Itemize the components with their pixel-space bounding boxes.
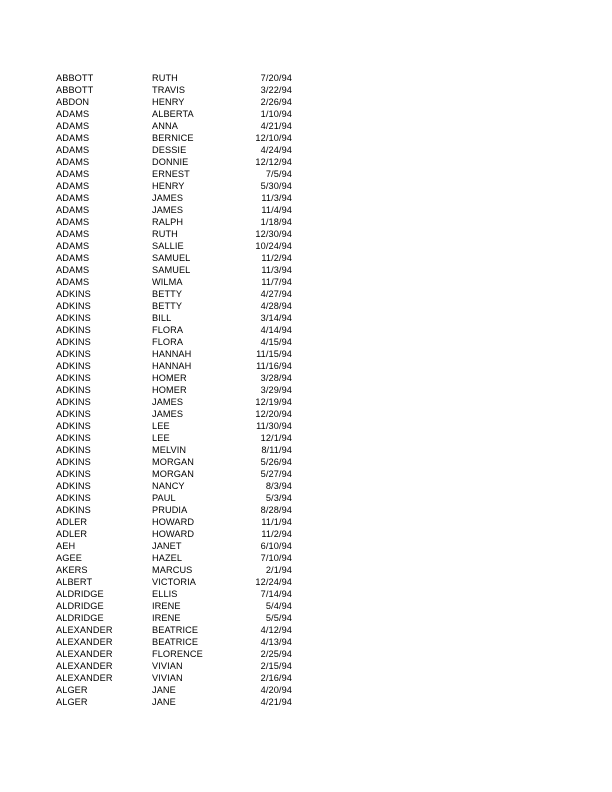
date-cell: 3/29/94 — [260, 385, 292, 395]
table-row — [56, 264, 292, 276]
date-cell: 5/3/94 — [265, 493, 292, 503]
date-cell: 4/15/94 — [260, 337, 292, 347]
date-cell: 4/20/94 — [260, 685, 292, 695]
first-name-cell: JAMES — [152, 205, 184, 215]
first-name-cell: DESSIE — [152, 145, 187, 155]
first-name-cell: BETTY — [152, 289, 183, 299]
table-row — [56, 588, 292, 600]
last-name-cell: ALEXANDER — [56, 625, 113, 635]
table-row — [56, 444, 292, 456]
table-row — [56, 492, 292, 504]
date-cell: 11/3/94 — [261, 265, 292, 275]
table-row — [56, 348, 292, 360]
last-name-cell: ALDRIDGE — [56, 613, 104, 623]
date-cell: 12/20/94 — [255, 409, 292, 419]
table-row — [56, 228, 292, 240]
date-cell: 5/5/94 — [265, 613, 292, 623]
first-name-cell: SALLIE — [152, 241, 184, 251]
date-cell: 5/30/94 — [260, 181, 292, 191]
table-row — [56, 156, 292, 168]
first-name-cell: HANNAH — [152, 349, 192, 359]
date-cell: 8/11/94 — [261, 445, 292, 455]
table-row — [56, 216, 292, 228]
first-name-cell: HOWARD — [152, 517, 195, 527]
last-name-cell: AGEE — [56, 553, 82, 563]
date-cell: 2/15/94 — [260, 661, 292, 671]
last-name-cell: ADAMS — [56, 265, 90, 275]
last-name-cell: ADKINS — [56, 409, 91, 419]
first-name-cell: MORGAN — [152, 469, 194, 479]
date-cell: 11/2/94 — [261, 529, 292, 539]
table-row — [56, 696, 292, 708]
first-name-cell: ERNEST — [152, 169, 190, 179]
first-name-cell: RUTH — [152, 229, 178, 239]
table-row — [56, 636, 292, 648]
first-name-cell: HENRY — [152, 97, 185, 107]
date-cell: 11/30/94 — [256, 421, 292, 431]
last-name-cell: ADKINS — [56, 397, 91, 407]
first-name-cell: VIVIAN — [152, 673, 183, 683]
first-name-cell: BILL — [152, 313, 172, 323]
last-name-cell: ADKINS — [56, 361, 91, 371]
first-name-cell: ELLIS — [152, 589, 178, 599]
date-cell: 4/28/94 — [260, 301, 292, 311]
first-name-cell: LEE — [152, 421, 170, 431]
last-name-cell: ADKINS — [56, 445, 91, 455]
last-name-cell: ADAMS — [56, 133, 90, 143]
date-cell: 10/24/94 — [255, 241, 292, 251]
last-name-cell: ADKINS — [56, 349, 91, 359]
first-name-cell: HOWARD — [152, 529, 195, 539]
table-row — [56, 252, 292, 264]
last-name-cell: ALBERT — [56, 577, 93, 587]
last-name-cell: ADAMS — [56, 157, 90, 167]
table-row — [56, 384, 292, 396]
table-row — [56, 624, 292, 636]
date-cell: 4/27/94 — [260, 289, 292, 299]
date-cell: 12/10/94 — [255, 133, 292, 143]
date-cell: 3/28/94 — [260, 373, 292, 383]
date-cell: 5/4/94 — [265, 601, 292, 611]
date-cell: 2/26/94 — [260, 97, 292, 107]
table-row — [56, 672, 292, 684]
date-cell: 11/1/94 — [261, 517, 292, 527]
last-name-cell: AEH — [56, 541, 76, 551]
table-row — [56, 396, 292, 408]
last-name-cell: ADLER — [56, 529, 88, 539]
first-name-cell: PAUL — [152, 493, 176, 503]
first-name-cell: ALBERTA — [152, 109, 194, 119]
table-row — [56, 408, 292, 420]
last-name-cell: ALEXANDER — [56, 637, 113, 647]
table-row — [56, 432, 292, 444]
first-name-cell: FLORENCE — [152, 649, 203, 659]
last-name-cell: ABDON — [56, 97, 90, 107]
date-cell: 4/14/94 — [260, 325, 292, 335]
table-row — [56, 600, 292, 612]
date-cell: 5/26/94 — [260, 457, 292, 467]
table-row — [56, 120, 292, 132]
date-cell: 11/7/94 — [261, 277, 292, 287]
table-row — [56, 372, 292, 384]
date-cell: 6/10/94 — [260, 541, 292, 551]
last-name-cell: ADKINS — [56, 421, 91, 431]
date-cell: 12/24/94 — [255, 577, 292, 587]
date-cell: 8/3/94 — [265, 481, 292, 491]
first-name-cell: ANNA — [152, 121, 178, 131]
date-cell: 7/20/94 — [260, 73, 292, 83]
last-name-cell: ADAMS — [56, 253, 90, 263]
first-name-cell: MARCUS — [152, 565, 193, 575]
date-cell: 7/14/94 — [260, 589, 292, 599]
table-row — [56, 96, 292, 108]
last-name-cell: ADKINS — [56, 505, 91, 515]
table-row — [56, 276, 292, 288]
first-name-cell: VICTORIA — [152, 577, 197, 587]
date-cell: 11/16/94 — [256, 361, 292, 371]
first-name-cell: JAMES — [152, 193, 184, 203]
first-name-cell: IRENE — [152, 613, 181, 623]
last-name-cell: ADKINS — [56, 337, 91, 347]
first-name-cell: HOMER — [152, 385, 187, 395]
first-name-cell: HANNAH — [152, 361, 192, 371]
date-cell: 4/21/94 — [260, 121, 292, 131]
last-name-cell: ADKINS — [56, 433, 91, 443]
first-name-cell: DONNIE — [152, 157, 189, 167]
table-row — [56, 684, 292, 696]
last-name-cell: ADAMS — [56, 145, 90, 155]
last-name-cell: ADAMS — [56, 277, 90, 287]
last-name-cell: ADKINS — [56, 481, 91, 491]
date-cell: 7/10/94 — [260, 553, 292, 563]
date-cell: 1/10/94 — [260, 109, 292, 119]
first-name-cell: BEATRICE — [152, 637, 199, 647]
last-name-cell: ALEXANDER — [56, 661, 113, 671]
last-name-cell: ADKINS — [56, 289, 91, 299]
date-cell: 2/25/94 — [260, 649, 292, 659]
table-row — [56, 660, 292, 672]
table-row — [56, 504, 292, 516]
table-row — [56, 144, 292, 156]
table-row — [56, 360, 292, 372]
table-row — [56, 312, 292, 324]
table-row — [56, 576, 292, 588]
first-name-cell: RUTH — [152, 73, 178, 83]
table-row — [56, 288, 292, 300]
last-name-cell: ADLER — [56, 517, 88, 527]
date-cell: 1/18/94 — [260, 217, 292, 227]
first-name-cell: FLORA — [152, 337, 184, 347]
date-cell: 4/21/94 — [260, 697, 292, 707]
table-row — [56, 108, 292, 120]
last-name-cell: ALEXANDER — [56, 649, 113, 659]
last-name-cell: ADKINS — [56, 457, 91, 467]
table-row — [56, 456, 292, 468]
date-cell: 12/1/94 — [260, 433, 292, 443]
first-name-cell: FLORA — [152, 325, 184, 335]
table-row — [56, 132, 292, 144]
date-cell: 2/1/94 — [265, 565, 292, 575]
last-name-cell: ALEXANDER — [56, 673, 113, 683]
date-cell: 4/12/94 — [260, 625, 292, 635]
first-name-cell: RALPH — [152, 217, 184, 227]
last-name-cell: ADAMS — [56, 121, 90, 131]
last-name-cell: ALDRIDGE — [56, 589, 104, 599]
table-row — [56, 540, 292, 552]
last-name-cell: ADAMS — [56, 241, 90, 251]
first-name-cell: SAMUEL — [152, 253, 191, 263]
last-name-cell: ADKINS — [56, 325, 91, 335]
first-name-cell: JANE — [152, 685, 176, 695]
table-row — [56, 192, 292, 204]
last-name-cell: ALGER — [56, 685, 88, 695]
last-name-cell: ABBOTT — [56, 73, 94, 83]
first-name-cell: SAMUEL — [152, 265, 191, 275]
date-cell: 12/19/94 — [255, 397, 292, 407]
last-name-cell: ADKINS — [56, 373, 91, 383]
date-cell: 4/24/94 — [260, 145, 292, 155]
last-name-cell: ALDRIDGE — [56, 601, 104, 611]
first-name-cell: LEE — [152, 433, 170, 443]
table-row — [56, 336, 292, 348]
last-name-cell: ADKINS — [56, 301, 91, 311]
table-row — [56, 552, 292, 564]
date-cell: 11/3/94 — [261, 193, 292, 203]
last-name-cell: ADAMS — [56, 193, 90, 203]
last-name-cell: ADAMS — [56, 169, 90, 179]
first-name-cell: NANCY — [152, 481, 185, 491]
last-name-cell: ADAMS — [56, 217, 90, 227]
first-name-cell: HOMER — [152, 373, 187, 383]
table-row — [56, 480, 292, 492]
table-row — [56, 300, 292, 312]
first-name-cell: HAZEL — [152, 553, 183, 563]
last-name-cell: ADAMS — [56, 181, 90, 191]
first-name-cell: BEATRICE — [152, 625, 199, 635]
first-name-cell: VIVIAN — [152, 661, 183, 671]
table-row — [56, 180, 292, 192]
first-name-cell: BERNICE — [152, 133, 194, 143]
first-name-cell: MORGAN — [152, 457, 194, 467]
date-cell: 4/13/94 — [260, 637, 292, 647]
first-name-cell: HENRY — [152, 181, 185, 191]
first-name-cell: JAMES — [152, 397, 184, 407]
first-name-cell: JANE — [152, 697, 176, 707]
table-row — [56, 420, 292, 432]
table-row — [56, 240, 292, 252]
table-row — [56, 612, 292, 624]
table-row — [56, 72, 292, 84]
first-name-cell: MELVIN — [152, 445, 187, 455]
last-name-cell: ADAMS — [56, 205, 90, 215]
last-name-cell: ADKINS — [56, 493, 91, 503]
table-row — [56, 528, 292, 540]
date-cell: 7/5/94 — [265, 169, 292, 179]
first-name-cell: WILMA — [152, 277, 183, 287]
table-row — [56, 324, 292, 336]
date-cell: 11/4/94 — [261, 205, 292, 215]
date-cell: 11/15/94 — [256, 349, 292, 359]
first-name-cell: JAMES — [152, 409, 184, 419]
first-name-cell: TRAVIS — [152, 85, 186, 95]
first-name-cell: JANET — [152, 541, 182, 551]
table-row — [56, 168, 292, 180]
table-row — [56, 516, 292, 528]
first-name-cell: BETTY — [152, 301, 183, 311]
table-row — [56, 468, 292, 480]
date-cell: 3/22/94 — [260, 85, 292, 95]
first-name-cell: PRUDIA — [152, 505, 188, 515]
last-name-cell: ADKINS — [56, 313, 91, 323]
table-row — [56, 564, 292, 576]
last-name-cell: ADAMS — [56, 109, 90, 119]
date-cell: 11/2/94 — [261, 253, 292, 263]
first-name-cell: IRENE — [152, 601, 181, 611]
date-cell: 3/14/94 — [260, 313, 292, 323]
table-row — [56, 84, 292, 96]
last-name-cell: ABBOTT — [56, 85, 94, 95]
table-row — [56, 648, 292, 660]
date-cell: 12/12/94 — [255, 157, 292, 167]
table-row — [56, 204, 292, 216]
last-name-cell: ADKINS — [56, 469, 91, 479]
name-date-table — [56, 72, 292, 708]
last-name-cell: AKERS — [56, 565, 88, 575]
last-name-cell: ALGER — [56, 697, 88, 707]
last-name-cell: ADKINS — [56, 385, 91, 395]
date-cell: 12/30/94 — [255, 229, 292, 239]
last-name-cell: ADAMS — [56, 229, 90, 239]
date-cell: 2/16/94 — [260, 673, 292, 683]
date-cell: 5/27/94 — [260, 469, 292, 479]
date-cell: 8/28/94 — [260, 505, 292, 515]
